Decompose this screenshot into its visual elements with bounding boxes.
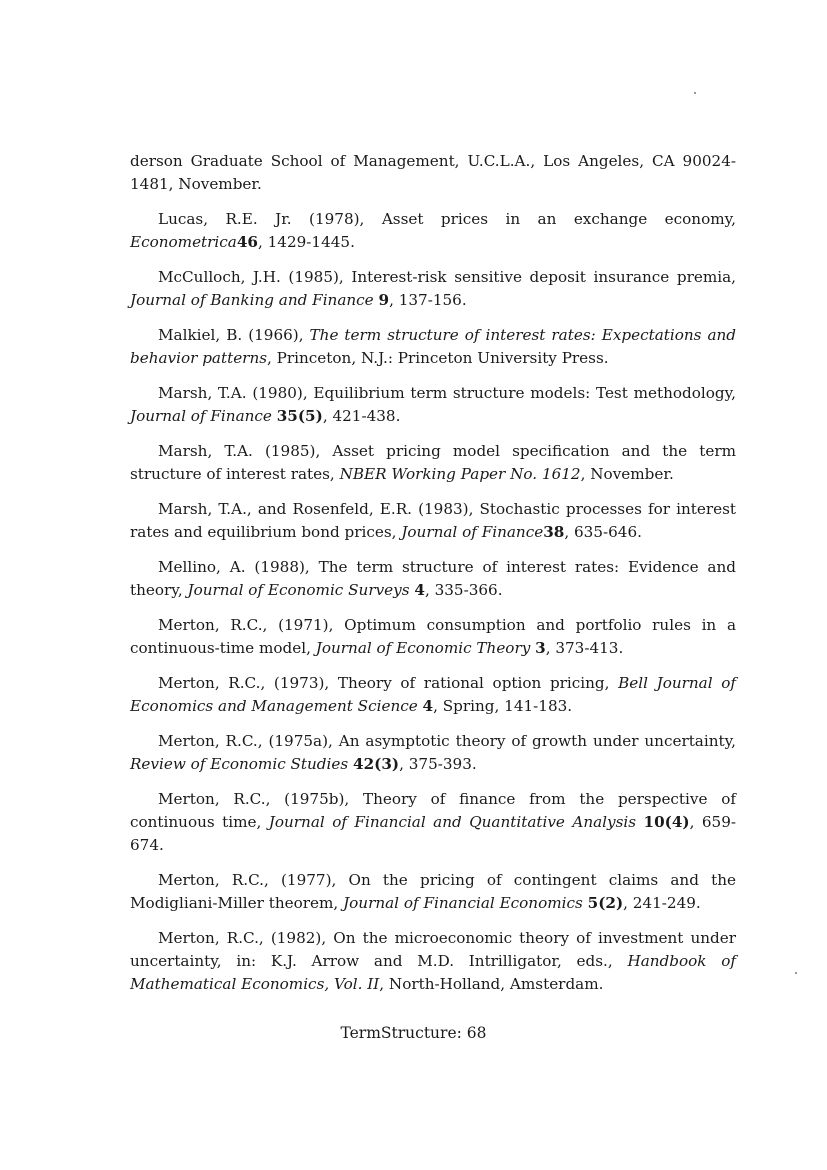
page-footer: TermStructure: 68 <box>340 1024 487 1042</box>
reference-text: Mellino, A. (1988), The term structure of interest rates: Evidence and theory, <box>130 558 736 599</box>
reference-entry <box>130 730 736 776</box>
journal-title: Journal of Finance <box>401 523 544 541</box>
reference-text: , 241-249. <box>623 894 701 912</box>
reference-text: , 635-646. <box>564 523 642 541</box>
reference-text: , Princeton, N.J.: Princeton University Press. <box>267 349 609 367</box>
reference-text: Marsh, T.A., and Rosenfeld, E.R. (1983), Stochastic processes for interest rates and equilibrium bond prices, <box>130 500 736 541</box>
journal-title: NBER Working Paper No. 1612 <box>339 465 581 483</box>
volume-number: 3 <box>535 639 546 657</box>
reference-text: Merton, R.C., (1975b), Theory of finance from the perspective of continuous time, <box>130 790 736 831</box>
journal-title: Journal of Financial Economics <box>343 894 583 912</box>
reference-entry <box>130 498 736 544</box>
reference-entry <box>130 927 736 996</box>
reference-text: , 137-156. <box>389 291 467 309</box>
reference-text: , 335-366. <box>424 581 503 599</box>
reference-text: Lucas, R.E. Jr. (1978), Asset prices in an exchange economy, <box>158 210 736 228</box>
reference-text: Merton, R.C., (1971), Optimum consumption and portfolio rules in a continuous-time model, <box>130 616 736 657</box>
reference-text: , North-Holland, Amsterdam. <box>379 975 604 993</box>
journal-title: Handbook of Mathematical Economics, Vol. II <box>130 952 736 993</box>
volume-number: 10(4) <box>643 813 690 831</box>
reference-text: Malkiel, B. (1966), <box>158 326 310 344</box>
reference-text: McCulloch, J.H. (1985), Interest-risk sensitive deposit insurance premia, <box>158 268 736 286</box>
journal-title: The term structure of interest rates: Expectations and behavior patterns <box>130 326 736 367</box>
volume-number: 46 <box>236 233 258 251</box>
reference-entry <box>130 672 736 718</box>
volume-number: 35(5) <box>276 407 323 425</box>
reference-text: , 373-413. <box>545 639 624 657</box>
reference-text <box>636 813 643 831</box>
reference-entry <box>130 440 736 486</box>
volume-number: 5(2) <box>587 894 624 912</box>
reference-entry <box>130 150 736 196</box>
journal-title: Journal of Economic Surveys <box>187 581 410 599</box>
journal-title: Journal of Banking and Finance <box>130 291 374 309</box>
reference-entry <box>130 869 736 915</box>
reference-text: Merton, R.C., (1973), Theory of rational option pricing, <box>158 674 619 692</box>
reference-entry <box>130 266 736 312</box>
reference-text: Merton, R.C., (1982), On the microeconomic theory of investment under uncertainty, in: K.J. Arrow and M.D. Intrilligator, eds., <box>130 929 736 970</box>
volume-number: 4 <box>414 581 425 599</box>
reference-entry <box>130 614 736 660</box>
volume-number: 42(3) <box>353 755 400 773</box>
reference-text: Merton, R.C., (1975a), An asymptotic theory of growth under uncertainty, <box>158 732 736 750</box>
journal-title: Bell Journal of Economics and Management Science <box>130 674 736 715</box>
reference-text: , 1429-1445. <box>257 233 355 251</box>
volume-number: 38 <box>543 523 565 541</box>
volume-number: 4 <box>422 697 434 715</box>
reference-text: Marsh, T.A. (1980), Equilibrium term structure models: Test methodology, <box>158 384 736 402</box>
reference-entry <box>130 788 736 857</box>
journal-title: Econometrica <box>130 233 237 251</box>
reference-text: , 659-674. <box>130 813 737 854</box>
reference-entry <box>130 382 736 428</box>
reference-text: , 375-393. <box>399 755 477 773</box>
reference-list <box>130 150 736 1008</box>
journal-title: Journal of Finance <box>130 407 272 425</box>
reference-entry <box>130 556 736 602</box>
reference-text: , November. <box>580 465 674 483</box>
reference-text: Marsh, T.A. (1985), Asset pricing model specification and the term structure of interest rates, <box>130 442 736 483</box>
volume-number: 9 <box>378 291 390 309</box>
reference-entry <box>130 208 736 254</box>
journal-title: Journal of Financial and Quantitative Analysis <box>268 813 637 831</box>
reference-text: , Spring, 141-183. <box>433 697 573 715</box>
scan-speck <box>795 972 797 974</box>
reference-entry <box>130 324 736 370</box>
scan-speck <box>694 92 696 94</box>
journal-title: Journal of Economic Theory <box>315 639 531 657</box>
reference-text: derson Graduate School of Management, U.C.L.A., Los Angeles, CA 90024-1481, November. <box>130 152 736 193</box>
reference-text: Merton, R.C., (1977), On the pricing of contingent claims and the Modigliani-Miller theorem, <box>130 871 736 912</box>
reference-text: , 421-438. <box>322 407 401 425</box>
journal-title: Review of Economic Studies <box>130 755 349 773</box>
